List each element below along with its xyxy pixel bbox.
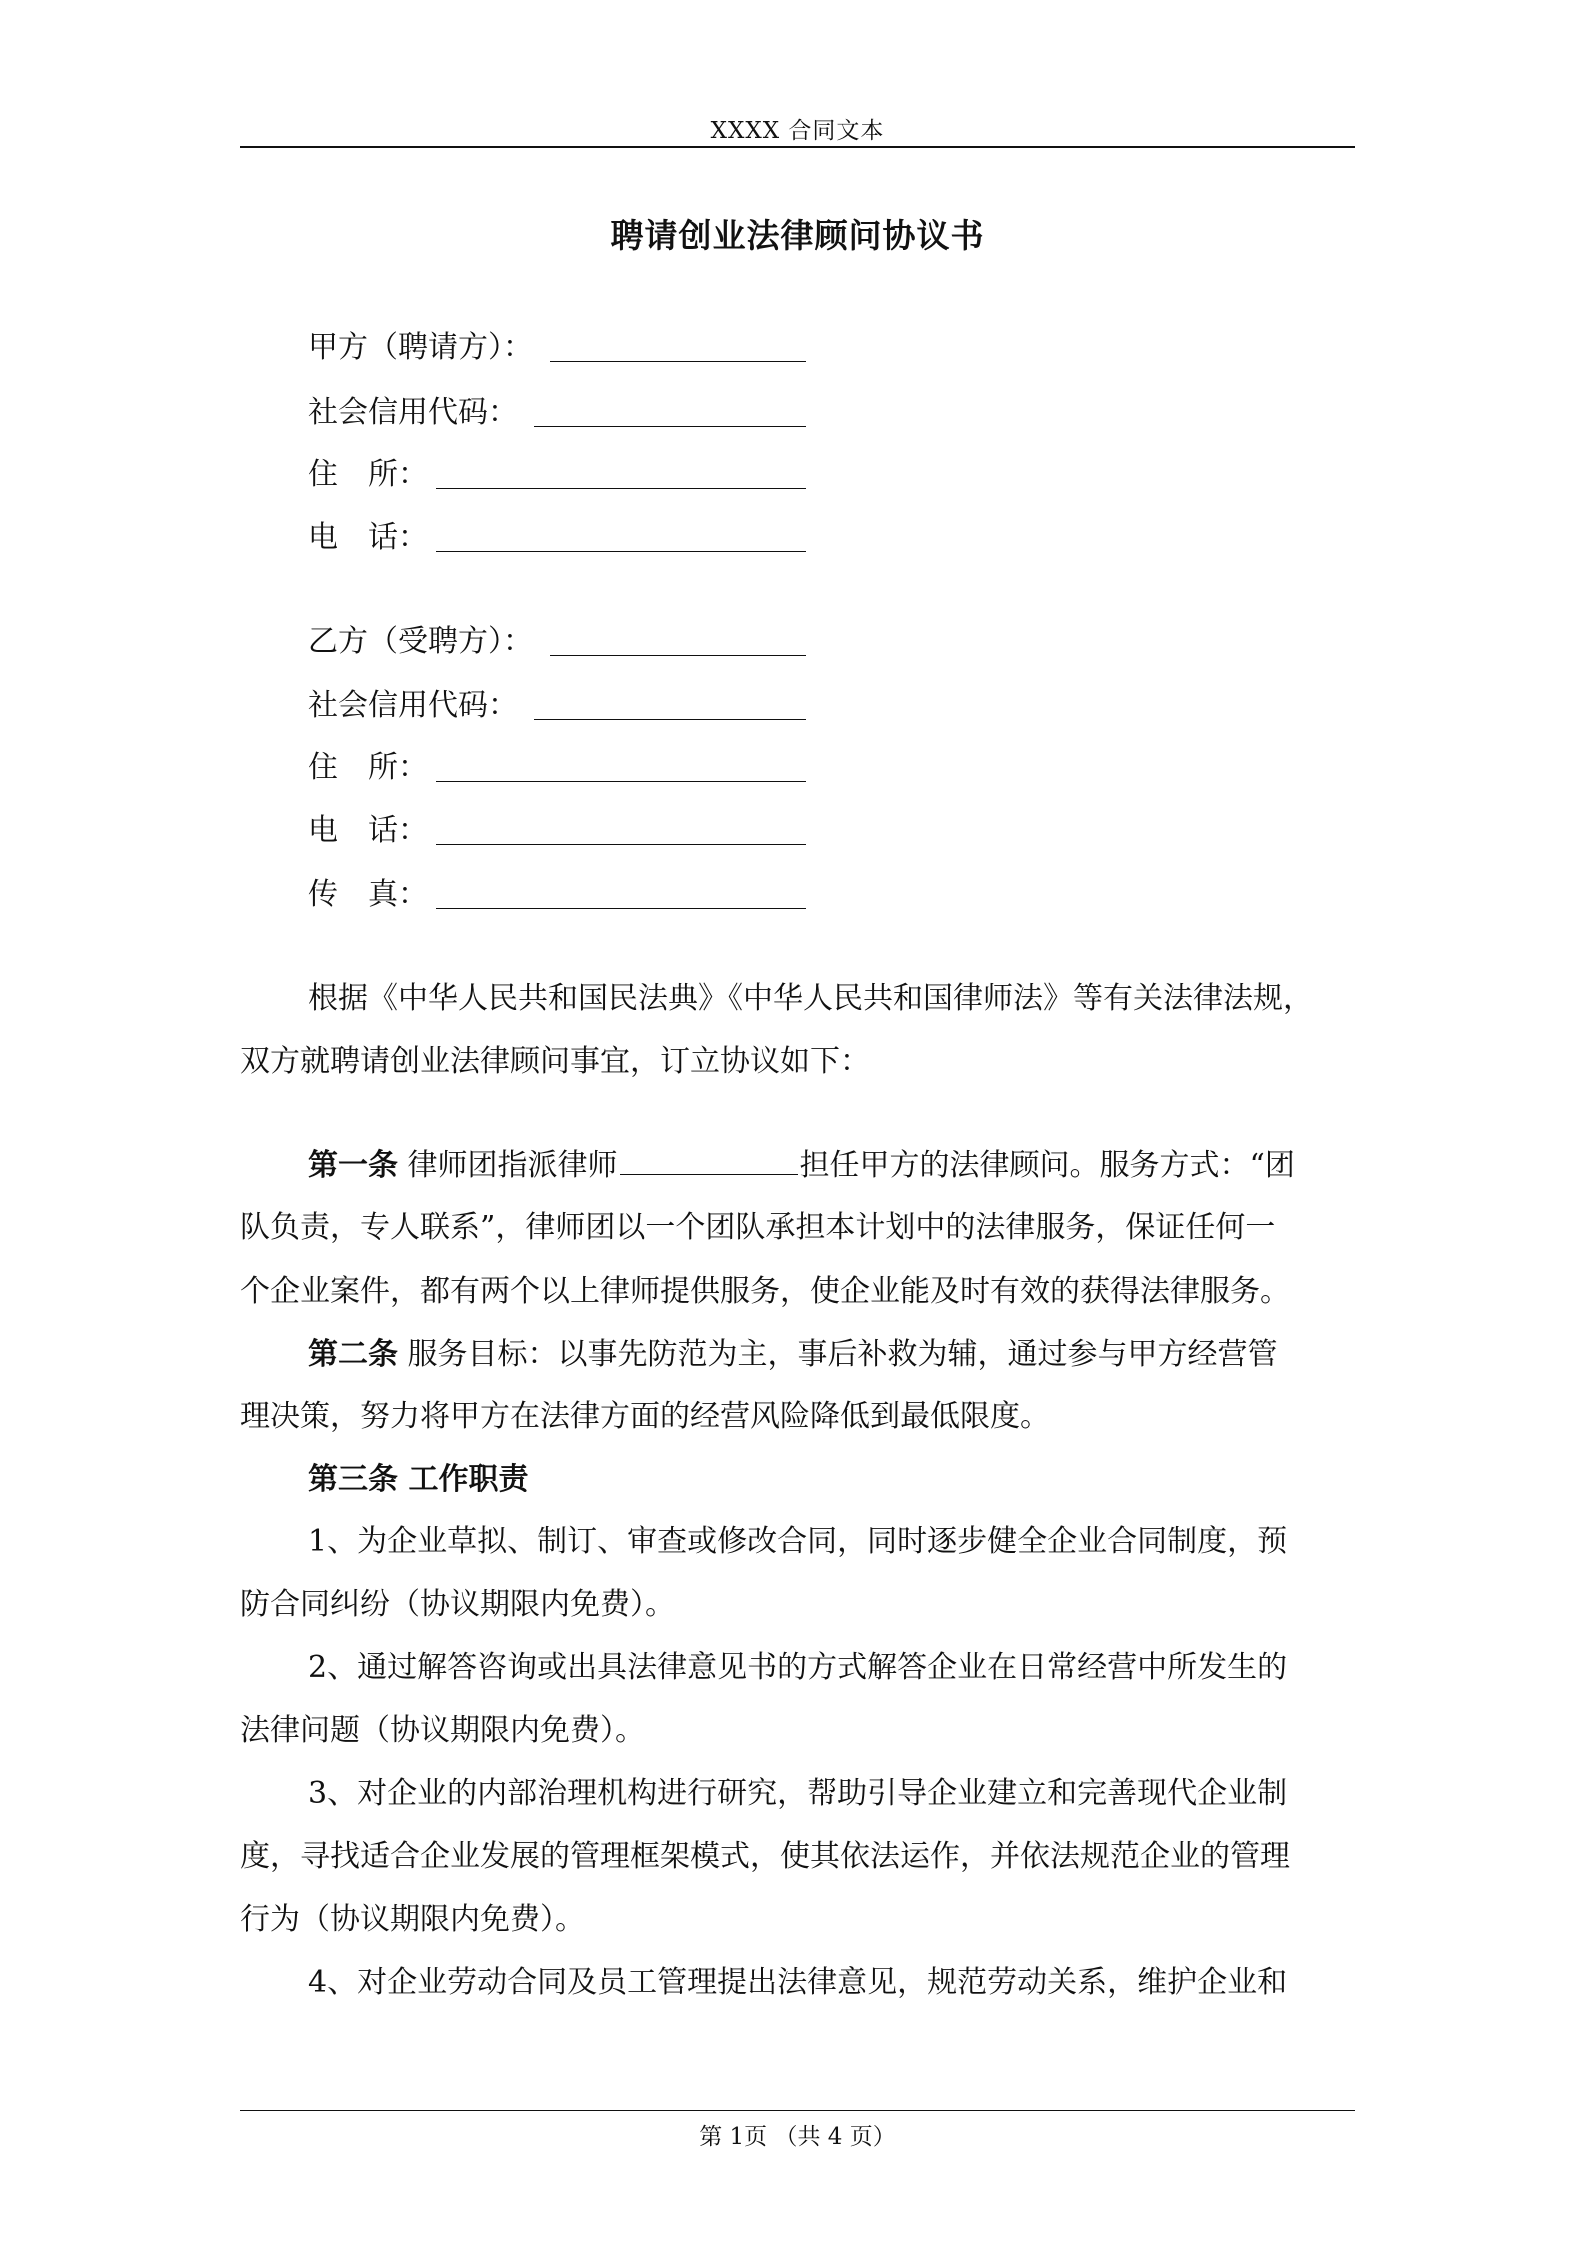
party-b-fax-label: 传 真： (308, 877, 428, 912)
party-a-address-field (308, 455, 428, 495)
party-b-credit-label: 社会信用代码： (308, 688, 518, 723)
duty-4-line-1: 4、对企业劳动合同及员工管理提出法律意见，规范劳动关系，维护企业和 (308, 1965, 1288, 2000)
article-3-line (308, 1460, 528, 1500)
duty-2-line-2: 法律问题（协议期限内免费）。 (240, 1713, 645, 1748)
duty-3-line-1: 3、对企业的内部治理机构进行研究，帮助引导企业建立和完善现代企业制 (308, 1776, 1288, 1811)
party-b-name-label: 乙方（受聘方）： (308, 624, 533, 659)
lawyer-name-blank[interactable] (620, 1146, 798, 1175)
article-1-text-b: 担任甲方的法律顾问。服务方式：“团 (799, 1148, 1295, 1183)
article-3-heading: 第三条 (308, 1462, 398, 1497)
footer-divider (240, 2110, 1355, 2111)
header-text: XXXX 合同文本 (710, 118, 885, 144)
header-divider (240, 146, 1355, 148)
article-2-line-2: 理决策，努力将甲方在法律方面的经营风险降低到最低限度。 (240, 1399, 1050, 1434)
party-a-credit-field (308, 393, 518, 433)
page-number: 第 1页 （共 4 页） (699, 2124, 896, 2150)
article-1-line-3: 个企业案件，都有两个以上律师提供服务，使企业能及时有效的获得法律服务。 (240, 1274, 1290, 1309)
party-b-address-blank[interactable] (436, 781, 806, 782)
party-b-credit-blank[interactable] (534, 719, 806, 720)
party-a-phone-label: 电 话： (308, 520, 428, 555)
party-a-name-label: 甲方（聘请方）： (308, 330, 533, 365)
party-a-phone-field (308, 518, 428, 558)
party-b-name-field (308, 622, 533, 662)
document-title: 聘请创业法律顾问协议书 (610, 216, 985, 255)
article-1-line-1 (308, 1146, 1295, 1186)
party-b-phone-field (308, 811, 428, 851)
duty-1-line-2: 防合同纠纷（协议期限内免费）。 (240, 1587, 675, 1622)
article-1-text-a: 律师团指派律师 (407, 1148, 618, 1183)
duty-3-line-3: 行为（协议期限内免费）。 (240, 1902, 585, 1937)
party-a-name-field (308, 328, 533, 368)
party-b-phone-label: 电 话： (308, 813, 428, 848)
duty-1-line-1: 1、为企业草拟、制订、审查或修改合同，同时逐步健全企业合同制度，预 (308, 1524, 1288, 1559)
party-a-address-label: 住 所： (308, 457, 428, 492)
party-b-phone-blank[interactable] (436, 844, 806, 845)
party-b-name-blank[interactable] (550, 655, 806, 656)
duty-2-line-1: 2、通过解答咨询或出具法律意见书的方式解答企业在日常经营中所发生的 (308, 1650, 1288, 1685)
party-b-credit-field (308, 686, 518, 726)
article-1-line-2: 队负责，专人联系”，律师团以一个团队承担本计划中的法律服务，保证任何一 (240, 1210, 1276, 1245)
article-1-heading: 第一条 (308, 1148, 398, 1183)
article-2-text: 服务目标：以事先防范为主，事后补救为辅，通过参与甲方经营管 (407, 1337, 1278, 1372)
party-b-address-field (308, 748, 428, 788)
article-3-title: 工作职责 (408, 1462, 529, 1497)
duty-3-line-2: 度，寻找适合企业发展的管理框架模式，使其依法运作，并依法规范企业的管理 (240, 1839, 1290, 1874)
party-a-phone-blank[interactable] (436, 551, 806, 552)
article-2-heading: 第二条 (308, 1337, 398, 1372)
party-b-address-label: 住 所： (308, 750, 428, 785)
party-b-fax-field (308, 875, 428, 915)
preamble-line-2: 双方就聘请创业法律顾问事宜，订立协议如下： (240, 1044, 870, 1079)
party-a-name-blank[interactable] (550, 361, 806, 362)
party-a-credit-label: 社会信用代码： (308, 395, 518, 430)
article-2-line-1 (308, 1335, 1278, 1375)
party-a-address-blank[interactable] (436, 488, 806, 489)
party-a-credit-blank[interactable] (534, 426, 806, 427)
preamble-line-1: 根据《中华人民共和国民法典》《中华人民共和国律师法》等有关法律法规， (308, 981, 1313, 1016)
party-b-fax-blank[interactable] (436, 908, 806, 909)
